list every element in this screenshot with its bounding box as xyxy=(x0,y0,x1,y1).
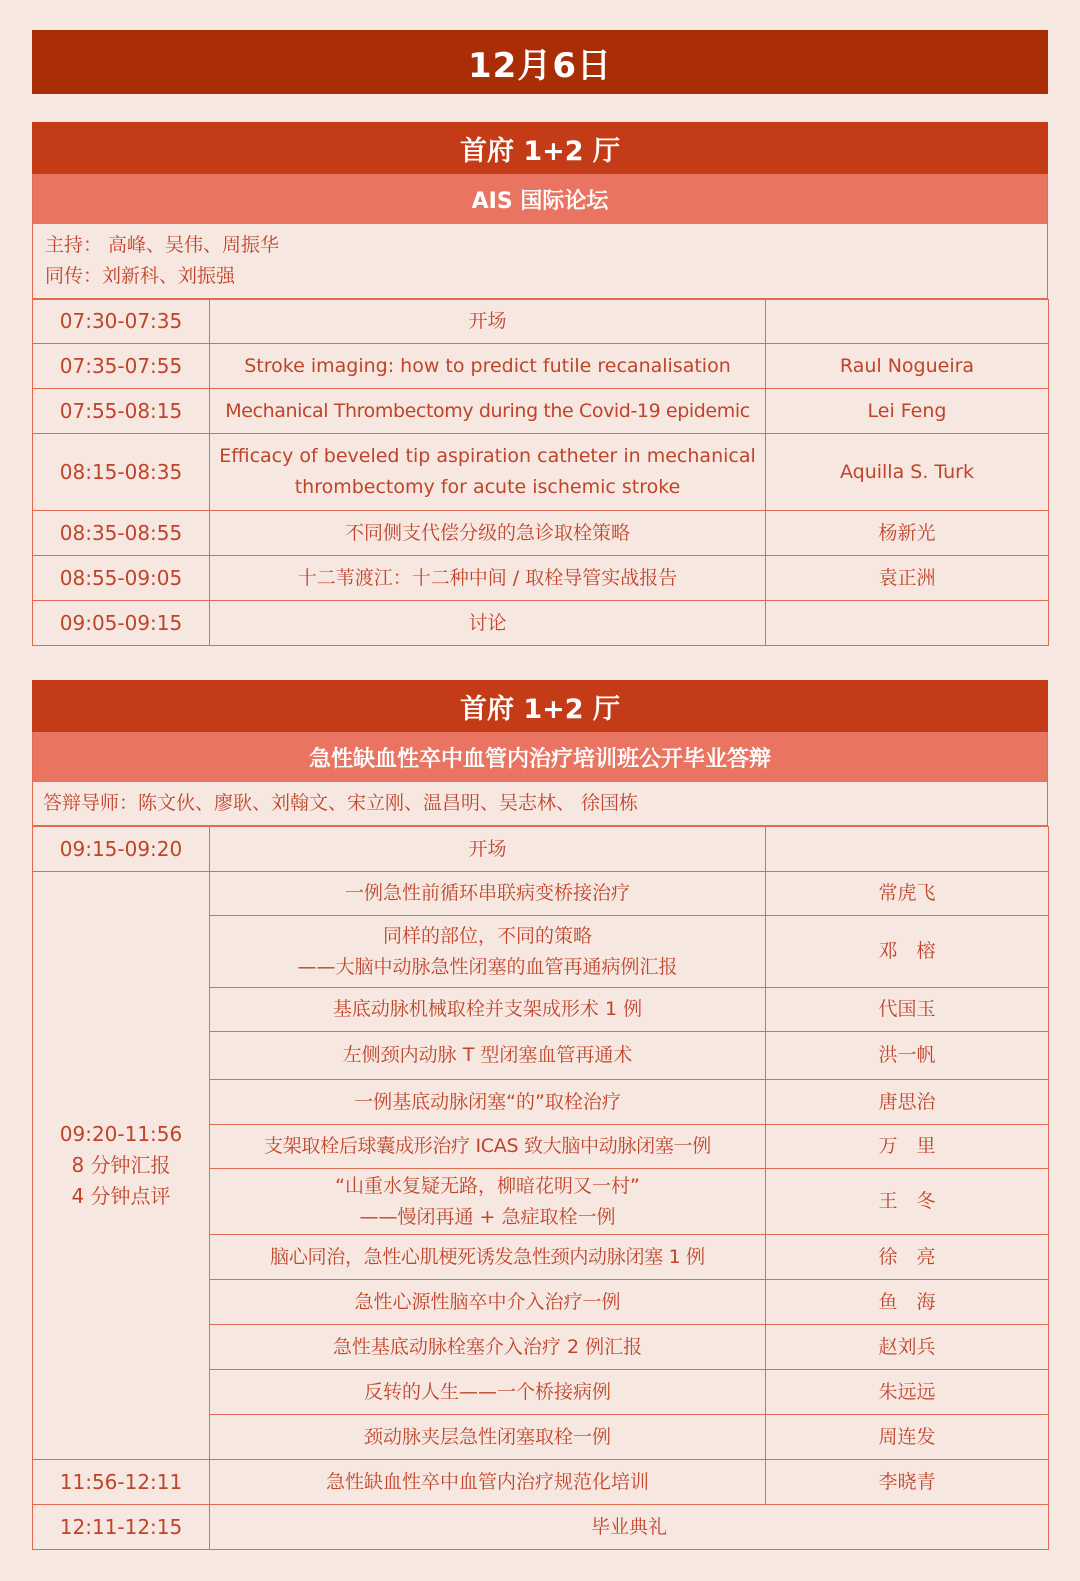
table-row xyxy=(33,434,1049,511)
block-note-review: 4 分钟点评 xyxy=(71,1184,171,1208)
time-cell: 08:55-09:05 xyxy=(33,556,210,601)
table-row xyxy=(33,1505,1049,1550)
speaker-cell: Raul Nogueira xyxy=(766,344,1049,389)
schedule-table xyxy=(32,299,1049,646)
block-time: 09:20-11:56 xyxy=(59,1122,183,1146)
session-hall-title: 首府 1+2 厅 xyxy=(32,680,1048,732)
time-cell: 07:35-07:55 xyxy=(33,344,210,389)
speaker-cell: 常虎飞 xyxy=(766,872,1049,916)
time-cell: 11:56-12:11 xyxy=(33,1460,210,1505)
topic-cell: 开场 xyxy=(210,300,766,344)
speaker-cell: 王 冬 xyxy=(766,1169,1049,1235)
topic-cell: 讨论 xyxy=(210,601,766,646)
session-title: 急性缺血性卒中血管内治疗培训班公开毕业答辩 xyxy=(32,732,1048,782)
table-row xyxy=(33,1460,1049,1505)
topic-cell: 毕业典礼 xyxy=(210,1505,1049,1550)
topic-cell: 开场 xyxy=(210,827,766,872)
time-cell: 12:11-12:15 xyxy=(33,1505,210,1550)
topic-cell xyxy=(210,434,766,511)
topic-cell: Mechanical Thrombectomy during the Covid-19 epidemic xyxy=(210,389,766,434)
topic-cell: 反转的人生——一个桥接病例 xyxy=(210,1370,766,1415)
time-cell: 09:15-09:20 xyxy=(33,827,210,872)
speaker-cell: 赵刘兵 xyxy=(766,1325,1049,1370)
topic-cell xyxy=(210,1169,766,1235)
session-title: AIS 国际论坛 xyxy=(32,174,1048,224)
topic-cell: 左侧颈内动脉 T 型闭塞血管再通术 xyxy=(210,1032,766,1080)
table-row xyxy=(33,601,1049,646)
speaker-cell: 代国玉 xyxy=(766,988,1049,1032)
speaker-cell: Aquilla S. Turk xyxy=(766,434,1049,511)
speaker-cell: Lei Feng xyxy=(766,389,1049,434)
speaker-cell: 袁正洲 xyxy=(766,556,1049,601)
topic-cell: 不同侧支代偿分级的急诊取栓策略 xyxy=(210,511,766,556)
speaker-cell: 邓 榕 xyxy=(766,916,1049,988)
session-hall-title: 首府 1+2 厅 xyxy=(32,122,1048,174)
topic-line-1: “山重水复疑无路，柳暗花明又一村” xyxy=(335,1174,640,1197)
speaker-cell: 鱼 海 xyxy=(766,1280,1049,1325)
speaker-cell: 洪一帆 xyxy=(766,1032,1049,1080)
table-row xyxy=(33,872,1049,916)
speaker-cell: 周连发 xyxy=(766,1415,1049,1460)
speaker-cell xyxy=(766,601,1049,646)
topic-cell: 十二苇渡江：十二种中间 / 取栓导管实战报告 xyxy=(210,556,766,601)
topic-line-1: Efficacy of beveled tip aspiration catheter in mechanical xyxy=(219,445,756,467)
topic-cell xyxy=(210,916,766,988)
host-line: 主持： 高峰、吴伟、周振华 xyxy=(45,234,280,256)
table-row xyxy=(33,300,1049,344)
speaker-cell xyxy=(766,300,1049,344)
cohost-line: 同传：刘新科、刘振强 xyxy=(45,265,236,287)
table-row xyxy=(33,344,1049,389)
table-row xyxy=(33,827,1049,872)
speaker-cell: 李晓青 xyxy=(766,1460,1049,1505)
topic-line-2: ——大脑中动脉急性闭塞的血管再通病例汇报 xyxy=(297,955,678,978)
topic-cell: 急性心源性脑卒中介入治疗一例 xyxy=(210,1280,766,1325)
speaker-cell: 唐思治 xyxy=(766,1080,1049,1125)
topic-cell: Stroke imaging: how to predict futile recanalisation xyxy=(210,344,766,389)
table-row xyxy=(33,556,1049,601)
table-row xyxy=(33,511,1049,556)
time-cell: 07:55-08:15 xyxy=(33,389,210,434)
session-graduation-defense xyxy=(32,680,1048,1550)
topic-cell: 一例急性前循环串联病变桥接治疗 xyxy=(210,872,766,916)
date-header: 12月6日 xyxy=(32,30,1048,94)
session-mentors: 答辩导师：陈文伙、廖耿、刘翰文、宋立刚、温昌明、吴志林、 徐国栋 xyxy=(32,782,1048,826)
topic-cell: 急性基底动脉栓塞介入治疗 2 例汇报 xyxy=(210,1325,766,1370)
time-cell: 08:35-08:55 xyxy=(33,511,210,556)
topic-line-2: ——慢闭再通 + 急症取栓一例 xyxy=(359,1205,616,1228)
topic-cell: 一例基底动脉闭塞“的”取栓治疗 xyxy=(210,1080,766,1125)
topic-cell: 脑心同治，急性心肌梗死诱发急性颈内动脉闭塞 1 例 xyxy=(210,1235,766,1280)
topic-cell: 基底动脉机械取栓并支架成形术 1 例 xyxy=(210,988,766,1032)
schedule-table xyxy=(32,826,1049,1550)
time-cell: 09:05-09:15 xyxy=(33,601,210,646)
time-cell: 08:15-08:35 xyxy=(33,434,210,511)
topic-cell: 支架取栓后球囊成形治疗 ICAS 致大脑中动脉闭塞一例 xyxy=(210,1125,766,1169)
time-block-cell xyxy=(33,872,210,1460)
table-row xyxy=(33,389,1049,434)
topic-cell: 颈动脉夹层急性闭塞取栓一例 xyxy=(210,1415,766,1460)
topic-cell: 急性缺血性卒中血管内治疗规范化培训 xyxy=(210,1460,766,1505)
topic-line-1: 同样的部位，不同的策略 xyxy=(382,924,592,947)
topic-line-2: thrombectomy for acute ischemic stroke xyxy=(294,476,681,498)
speaker-cell xyxy=(766,827,1049,872)
speaker-cell: 杨新光 xyxy=(766,511,1049,556)
time-cell: 07:30-07:35 xyxy=(33,300,210,344)
block-note-report: 8 分钟汇报 xyxy=(71,1153,171,1177)
session-hosts xyxy=(32,224,1048,299)
speaker-cell: 徐 亮 xyxy=(766,1235,1049,1280)
speaker-cell: 朱远远 xyxy=(766,1370,1049,1415)
session-ais-forum xyxy=(32,122,1048,646)
speaker-cell: 万 里 xyxy=(766,1125,1049,1169)
